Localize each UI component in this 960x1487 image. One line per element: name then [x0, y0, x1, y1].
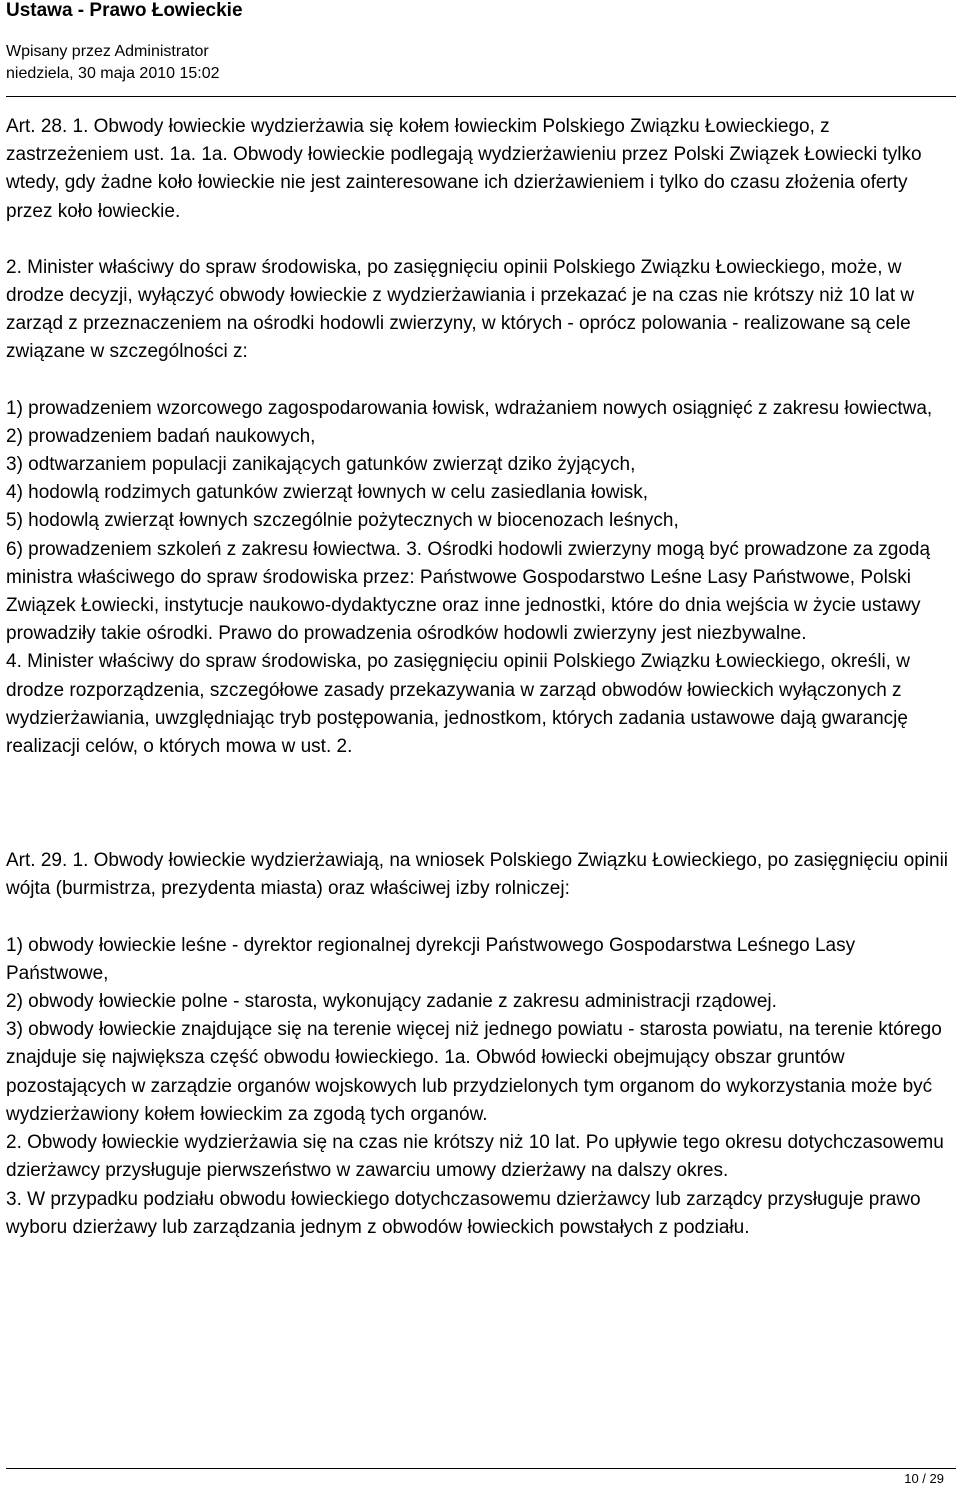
article-29: [6, 847, 956, 1242]
art29-item: 1) obwody łowieckie leśne - dyrektor regionalnej dyrekcji Państwowego Gospodarstwa Leśnego Lasy Państwowe,: [6, 934, 856, 984]
art28-item: 2) prowadzeniem badań naukowych,: [6, 425, 316, 447]
article-28: [6, 113, 956, 761]
art28-item: 4. Minister właściwy do spraw środowiska, po zasięgnięciu opinii Polskiego Związku Łowieckiego, określi, w drodze rozporządzenia, szczegółowe zasady przekazywania w zarząd obwodów łowieckich wyłączonych z wydzierżawiania, uwzględniając tryb postępowania, jednostkom, których zadania ustawowe dają gwarancję realizacji celów, o których mowa w ust. 2.: [6, 651, 910, 758]
spacer: [6, 904, 956, 932]
footer-divider: [6, 1468, 956, 1469]
art29-item: 2) obwody łowieckie polne - starosta, wykonujący zadanie z zakresu administracji rządowej.: [6, 991, 777, 1013]
art29-item: 2. Obwody łowieckie wydzierżawia się na czas nie krótszy niż 10 lat. Po upływie tego okresu dotychczasowemu dzierżawcy przysługuje pierwszeństwo w zawarciu umowy dzierżawy na dalszy okres.: [6, 1132, 944, 1182]
document-title: Ustawa - Prawo Łowieckie: [6, 0, 243, 21]
art29-item: 3. W przypadku podziału obwodu łowieckiego dotychczasowemu dzierżawcy lub zarządcy przysługuje prawo wyboru dzierżawy lub zarządzania jednym z obwodów łowieckich powstałych z podziału.: [6, 1188, 921, 1238]
art28-item: 4) hodowlą rodzimych gatunków zwierząt łownych w celu zasiedlania łowisk,: [6, 482, 649, 504]
art28-item: 1) prowadzeniem wzorcowego zagospodarowania łowisk, wdrażaniem nowych osiągnięć z zakresu łowiectwa,: [6, 397, 933, 419]
art28-item: 3) odtwarzaniem populacji zanikających gatunków zwierząt dziko żyjących,: [6, 454, 636, 476]
page-number: 10 / 29: [904, 1471, 944, 1486]
document-header: [6, 0, 954, 85]
article-spacer: [6, 761, 956, 847]
spacer: [6, 367, 956, 395]
art28-intro: Art. 28. 1. Obwody łowieckie wydzierżawia się kołem łowieckim Polskiego Związku Łowieckiego, z zastrzeżeniem ust. 1a. 1a. Obwody łowieckie podlegają wydzierżawieniu przez Polski Związek Łowiecki tylko wtedy, gdy żadne koło łowieckie nie jest zainteresowane ich dzierżawieniem i tylko do czasu złożenia oferty przez koło łowieckie.: [6, 116, 922, 222]
art28-item: 5) hodowlą zwierząt łownych szczególnie pożytecznych w biocenozach leśnych,: [6, 510, 679, 532]
header-divider: [6, 96, 956, 97]
art28-item: 6) prowadzeniem szkoleń z zakresu łowiectwa. 3. Ośrodki hodowli zwierzyny mogą być prowadzone za zgodą ministra właściwego do spraw środowiska przez: Państwowe Gospodarstwo Leśne Lasy Państwowe, Polski Związek Łowiecki, instytucje naukowo-dydaktyczne oraz inne jednostki, które do dnia wejścia w życie ustawy prowadziły takie ośrodki. Prawo do prowadzenia ośrodków hodowli zwierzyny jest niezbywalne.: [6, 538, 931, 645]
art28-paragraph-2: 2. Minister właściwy do spraw środowiska, po zasięgnięciu opinii Polskiego Związku Łowieckiego, może, w drodze decyzji, wyłączyć obwody łowieckie z wydzierżawiania i przekazać je na czas nie krótszy niż 10 lat w zarząd z przeznaczeniem na ośrodki hodowli zwierzyny, w których - oprócz polowania - realizowane są cele związane w szczególności z:: [6, 256, 915, 363]
art29-intro: Art. 29. 1. Obwody łowieckie wydzierżawiają, na wniosek Polskiego Związku Łowieckiego, po zasięgnięciu opinii wójta (burmistrza, prezydenta miasta) oraz właściwej izby rolniczej:: [6, 850, 949, 900]
author-line: Wpisany przez Administrator: [6, 43, 209, 60]
spacer: [6, 226, 956, 254]
date-line: niedziela, 30 maja 2010 15:02: [6, 65, 220, 82]
art29-item: 3) obwody łowieckie znajdujące się na terenie więcej niż jednego powiatu - starosta powiatu, na terenie którego znajduje się największa część obwodu łowieckiego. 1a. Obwód łowiecki obejmujący obszar gruntów pozostających w zarządzie organów wojskowych lub przydzielonych tym organom do wykorzystania może być wydzierżawiony kołem łowieckim za zgodą tych organów.: [6, 1019, 942, 1125]
document-body: [6, 113, 956, 1242]
